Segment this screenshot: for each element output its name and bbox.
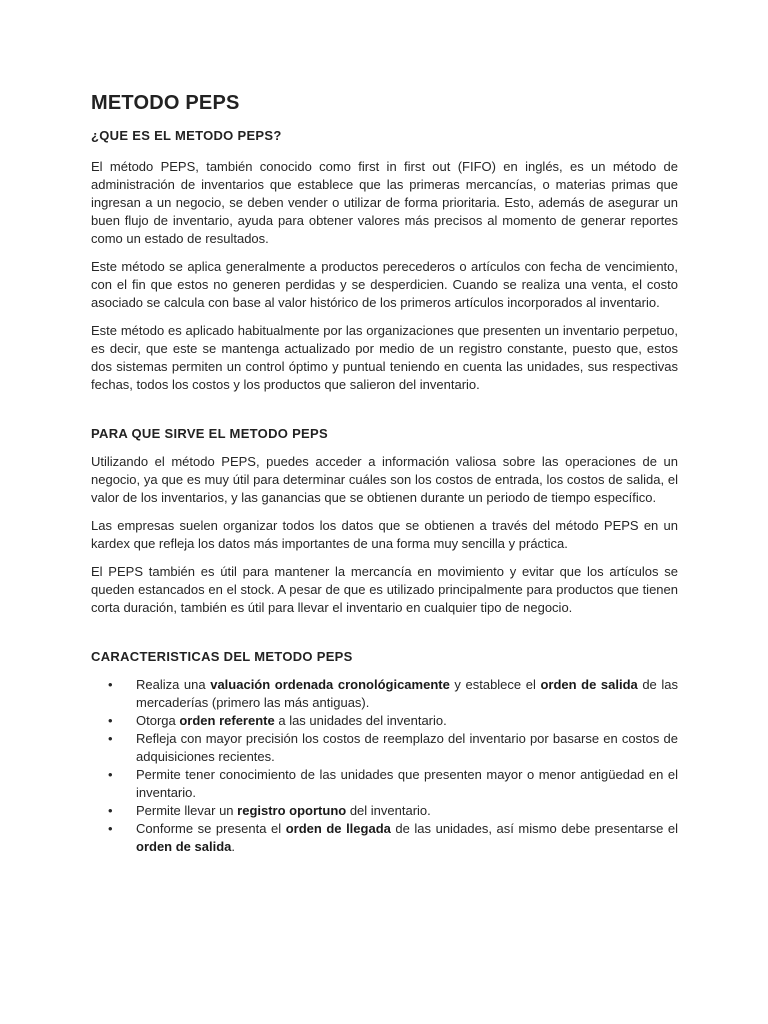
bullet-icon: • xyxy=(108,803,113,818)
text-run: Realiza una xyxy=(136,677,211,692)
text-run: Otorga xyxy=(136,713,180,728)
text-run: de las mercaderías (primero las más antiguas). xyxy=(136,677,678,710)
text-run: de las unidades, así mismo debe presentarse el xyxy=(390,821,678,836)
text-run: y establece el xyxy=(449,677,541,692)
list-item xyxy=(91,820,678,856)
paragraph: Este método es aplicado habitualmente por las organizaciones que presenten un inventario perpetuo, es decir, que este se mantenga actualizado por medio de un registro constante, puesto que, estos dos sistemas permiten un control óptimo y puntual teniendo en cuenta las unidades, sus respectivas fechas, todos los costos y los productos que salieron del inventario. xyxy=(91,323,678,392)
text-run: Permite llevar un xyxy=(136,803,238,818)
text-run: Permite tener conocimiento de las unidades que presenten mayor o menor antigüedad en el inventario. xyxy=(136,767,678,800)
text-run: Conforme se presenta el xyxy=(136,821,286,836)
bold-text: orden de salida xyxy=(540,677,638,692)
section-heading-que-es: ¿QUE ES EL METODO PEPS? xyxy=(91,128,282,143)
paragraph: El método PEPS, también conocido como first in first out (FIFO) en inglés, es un método de administración de inventarios que establece que las primeras mercancías, o materias primas que ingresan a un negocio, se deben vender o utilizar de forma prioritaria. Esto, además de asegurar un buen flujo de inventario, ayuda para obtener valores más precisos al momento de generar reportes como un estado de resultados. xyxy=(91,159,678,246)
list-item xyxy=(91,766,678,802)
section-heading-para-que-sirve: PARA QUE SIRVE EL METODO PEPS xyxy=(91,426,328,441)
bold-text: orden de llegada xyxy=(285,821,391,836)
text-run: . xyxy=(231,839,235,854)
text-run: Refleja con mayor precisión los costos de reemplazo del inventario por basarse en costos de adquisiciones recientes. xyxy=(136,731,678,764)
bullet-icon: • xyxy=(108,713,113,728)
text-run: del inventario. xyxy=(346,803,431,818)
document-title: METODO PEPS xyxy=(91,92,240,114)
paragraph: Este método se aplica generalmente a productos perecederos o artículos con fecha de vencimiento, con el fin que estos no generen perdidas y se desperdicien. Cuando se realiza una venta, el costo asociado se calcula con base al valor histórico de los primeros artículos incorporados al inventario. xyxy=(91,259,678,310)
characteristics-list xyxy=(91,676,678,856)
bold-text: valuación ordenada cronológicamente xyxy=(210,677,450,692)
bullet-icon: • xyxy=(108,677,113,692)
list-item xyxy=(91,802,678,820)
list-item xyxy=(91,712,678,730)
bullet-icon: • xyxy=(108,821,113,836)
bullet-icon: • xyxy=(108,767,113,782)
bold-text: orden de salida xyxy=(136,839,232,854)
text-run: a las unidades del inventario. xyxy=(274,713,447,728)
paragraph: El PEPS también es útil para mantener la mercancía en movimiento y evitar que los artículos se queden estancados en el stock. A pesar de que es utilizado principalmente para productos que tienen corta duración, también es útil para llevar el inventario en cualquier tipo de negocio. xyxy=(91,564,678,615)
list-item xyxy=(91,730,678,766)
list-item xyxy=(91,676,678,712)
paragraph: Las empresas suelen organizar todos los datos que se obtienen a través del método PEPS en un kardex que refleja los datos más importantes de una forma muy sencilla y práctica. xyxy=(91,518,678,551)
paragraph: Utilizando el método PEPS, puedes acceder a información valiosa sobre las operaciones de un negocio, ya que es muy útil para determinar cuáles son los costos de entrada, los costos de salida, el valor de los inventarios, y las ganancias que se obtienen durante un periodo de tiempo específico. xyxy=(91,454,678,505)
bold-text: orden referente xyxy=(179,713,275,728)
bold-text: registro oportuno xyxy=(237,803,347,818)
bullet-icon: • xyxy=(108,731,113,746)
section-heading-caracteristicas: CARACTERISTICAS DEL METODO PEPS xyxy=(91,649,353,664)
